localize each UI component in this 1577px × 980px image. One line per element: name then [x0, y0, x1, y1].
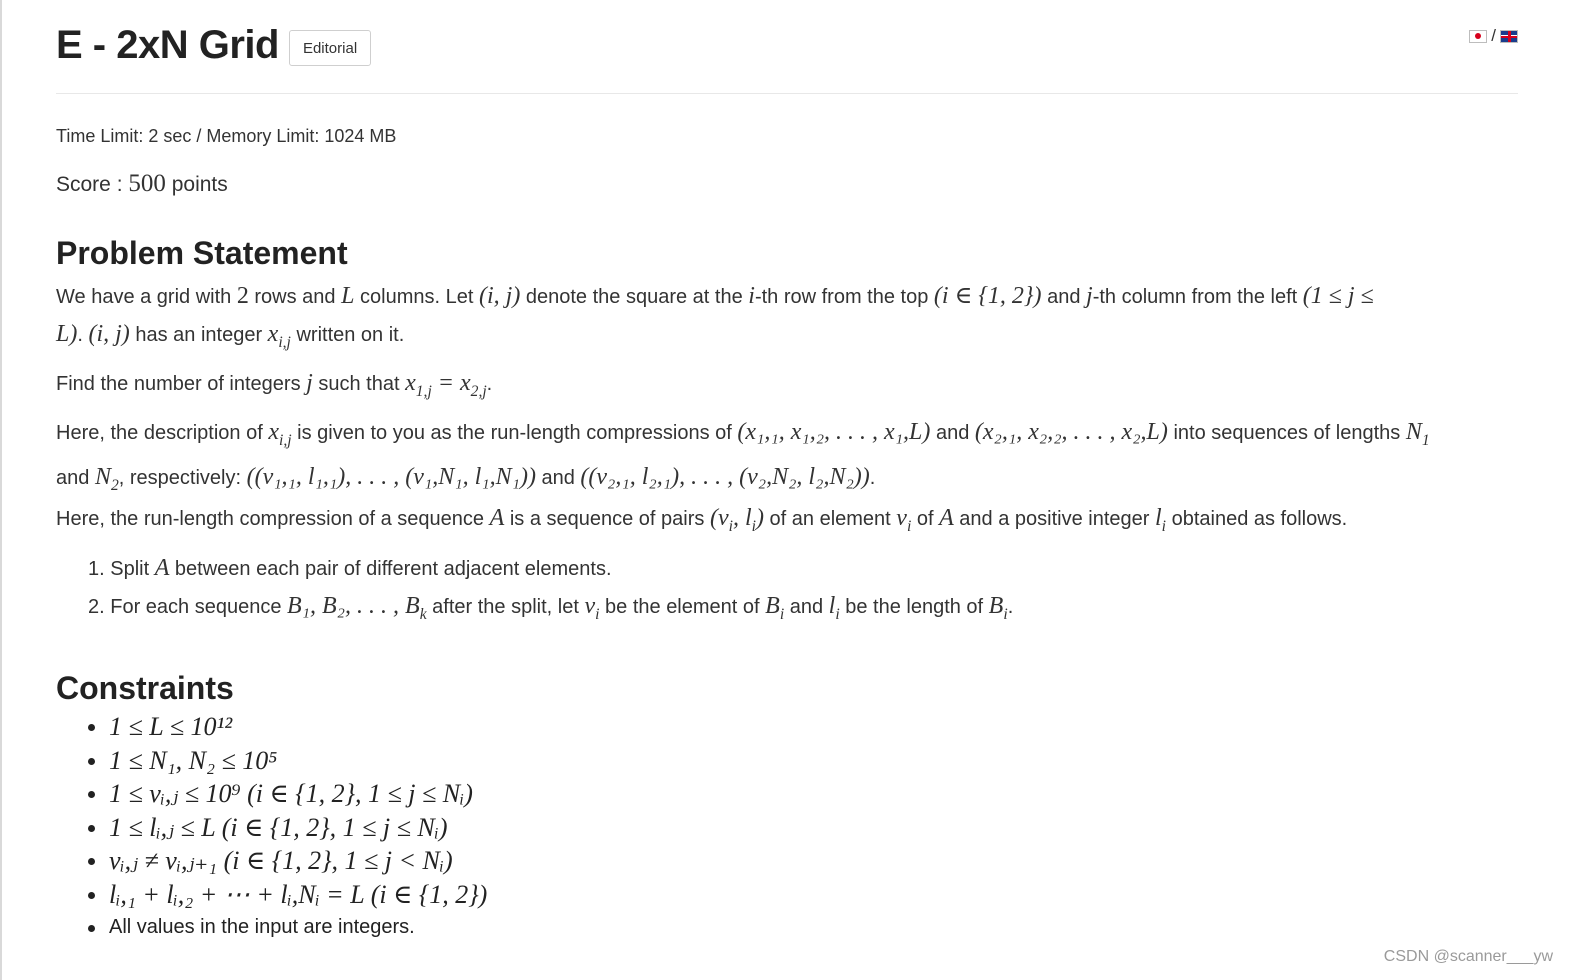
math-expression: $N_1$ [1405, 419, 1430, 449]
statement-paragraph-2: Find the number of integers j such that $x_{1,j} = x_{2,j}$. [56, 370, 493, 400]
math-expression: L) [56, 321, 78, 347]
math-expression: A [939, 505, 954, 531]
math-expression: A [154, 555, 170, 581]
constraint-text: All values in the input are integers. [109, 916, 415, 938]
math-expression: (i, j) [478, 283, 521, 309]
math-expression: $B_i$ [988, 593, 1008, 623]
constraints-heading: Constraints [56, 670, 234, 706]
limits-text: Time Limit: 2 sec / Memory Limit: 1024 MB [56, 126, 397, 146]
divider [56, 93, 1518, 94]
problem-statement-heading: Problem Statement [56, 235, 348, 271]
math-expression: $N_2$ [94, 463, 119, 494]
statement-paragraph-4: Here, the run-length compression of a sequence A is a sequence of pairs ($v_i$, $l_i$) of an element $v_i$ of A and a positive integer $l_i$ obtained as follows. [56, 505, 1348, 535]
math-expression: $x_{i,j}$ [268, 419, 292, 449]
page-title: E - 2xN Grid [56, 22, 279, 67]
math-expression: $x_{i,j}$ [267, 321, 291, 351]
math-expression: , $l_i$ [732, 505, 756, 535]
constraint-item [88, 811, 487, 845]
math-expression: $l_i$ [1155, 505, 1167, 535]
constraint-item [88, 744, 487, 778]
math-expression: = [431, 370, 460, 396]
constraint-item [88, 878, 487, 912]
title-row [56, 20, 371, 70]
constraint-item [88, 844, 487, 878]
score-prefix: Score : [56, 173, 129, 196]
math-expression: $v_i$ [896, 505, 912, 535]
constraint-math: 1 ≤ vᵢ,ⱼ ≤ 10⁹ (i ∈ {1, 2}, 1 ≤ j ≤ Nᵢ) [109, 779, 473, 808]
math-expression: (i ∈ {1, 2}) [933, 283, 1042, 309]
uk-flag-icon[interactable] [1500, 30, 1518, 43]
editorial-button[interactable]: Editorial [289, 30, 371, 66]
constraint-math: 1 ≤ N₁, N₂ ≤ 10⁵ [109, 745, 278, 775]
math-expression: $l_i$ [828, 593, 840, 623]
math-expression: $x_{2,j}$ [459, 370, 487, 400]
math-expression: $x_{1,j}$ [405, 370, 432, 400]
math-expression: ((v₂,₁, l₂,₁), . . . , (v₂,N₂, l₂,N₂)) [580, 463, 870, 490]
math-expression: $B_i$ [765, 593, 785, 623]
math-expression: (x₂,₁, x₂,₂, . . . , x₂,L) [974, 419, 1168, 445]
step-item: 1. Split A between each pair of different adjacent elements. [88, 555, 612, 581]
math-expression: (1 ≤ j ≤ [1302, 283, 1374, 309]
math-expression: (i, j) [88, 321, 130, 347]
math-expression: j [1086, 283, 1093, 309]
math-expression: i [748, 283, 755, 309]
watermark: CSDN @scanner___yw [1383, 948, 1553, 965]
math-expression: ) [755, 505, 764, 531]
math-expression: ($v_i$ [709, 505, 733, 535]
math-expression: $v_i$ [584, 593, 600, 623]
statement-paragraph-3: Here, the description of $x_{i,j}$ is given to you as the run-length compressions of (x₁,₁, x₁,₂, . . . , x₁,L) and (x₂,₁, x₂,₂, . . . , x₂,L) into sequences of lengths $N_1$ and $N_2$, respectively: ((v₁,₁, l₁,₁), . . . , (v₁,N₁, l₁,N₁)) and ((v₂,₁, l₂,₁), . . . , (v₂,N₂, l₂,N₂)). [56, 419, 1430, 494]
math-expression: j [306, 370, 313, 396]
constraint-item [88, 777, 487, 811]
compression-steps [88, 550, 1013, 633]
math-expression: (x₁,₁, x₁,₂, . . . , x₁,L) [737, 419, 931, 445]
score [56, 170, 228, 198]
math-expression: A [489, 505, 505, 531]
statement-paragraph-1: We have a grid with 2 rows and L columns. Let (i, j) denote the square at the i-th row from the top (i ∈ {1, 2}) and j-th column from the left (1 ≤ j ≤ L). (i, j) has an integer $x_{i,j}$ written on it. [56, 283, 1374, 351]
math-expression: B₁, B₂, . . . , $B_k$ [287, 593, 427, 623]
constraint-item [88, 710, 487, 744]
constraint-math: 1 ≤ lᵢ,ⱼ ≤ L (i ∈ {1, 2}, 1 ≤ j ≤ Nᵢ) [109, 812, 448, 842]
math-expression: ((v₁,₁, l₁,₁), . . . , (v₁,N₁, l₁,N₁)) [246, 463, 536, 490]
math-expression: L [341, 283, 355, 309]
score-suffix: points [165, 173, 228, 196]
math-expression: 2 [236, 283, 249, 309]
constraint-math: vᵢ,ⱼ ≠ vᵢ,ⱼ₊₁ (i ∈ {1, 2}, 1 ≤ j < Nᵢ) [109, 846, 453, 875]
left-border [0, 0, 2, 980]
japan-flag-icon[interactable] [1469, 30, 1487, 43]
language-switcher [1469, 26, 1518, 46]
step-item: 2. For each sequence B₁, B₂, . . . , $B_k$ after the split, let $v_i$ be the element of $B_i$ and $l_i$ be the length of $B_i$. [88, 593, 1014, 623]
constraint-item [88, 911, 487, 945]
lang-separator: / [1491, 26, 1496, 45]
constraints-list [88, 710, 487, 945]
constraint-math: lᵢ,₁ + lᵢ,₂ + ⋯ + lᵢ,Nᵢ = L (i ∈ {1, 2}) [109, 879, 488, 909]
score-value: 500 [128, 170, 166, 197]
constraint-math: 1 ≤ L ≤ 10¹² [109, 712, 233, 741]
